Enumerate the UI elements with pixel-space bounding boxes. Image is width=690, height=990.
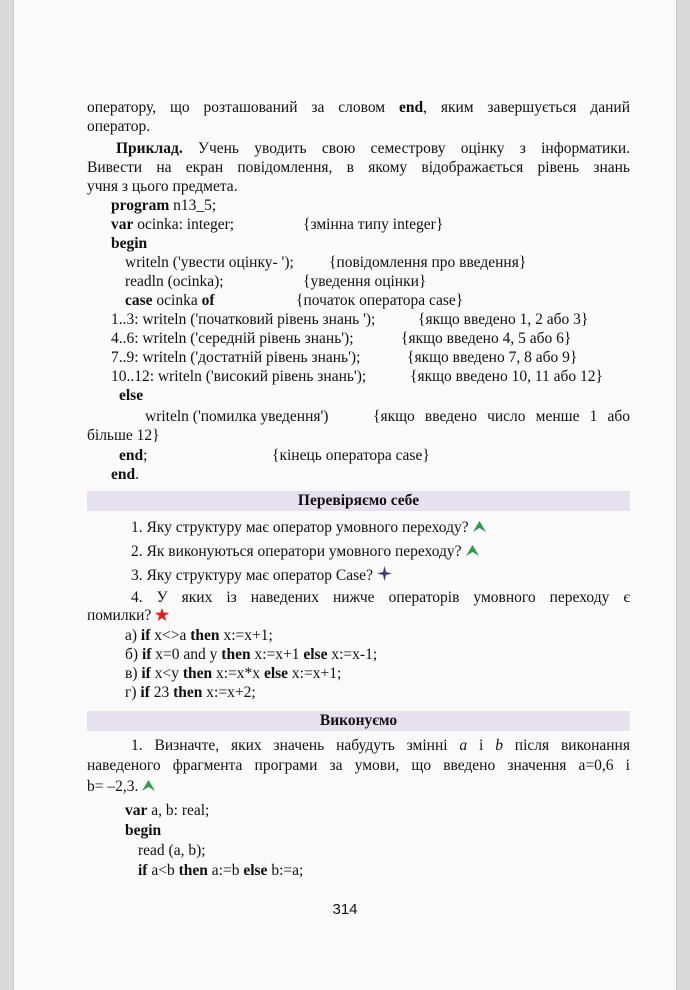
textbook-page bbox=[14, 0, 676, 990]
code-comment-readln: {уведення оцінки} bbox=[303, 273, 427, 290]
code2-line-var: var a, b: real; bbox=[125, 802, 210, 819]
code2-line-begin: begin bbox=[125, 822, 162, 839]
code2-line-if: if a<b then a:=b else b:=a; bbox=[138, 862, 304, 879]
option-prefix: г) bbox=[125, 684, 141, 701]
code-text: x:=x+1; bbox=[288, 665, 342, 682]
keyword: then bbox=[173, 684, 203, 701]
task-1-line-1: 1. Визначте, яких значень набудуть змінні a і b після виконання bbox=[131, 737, 630, 754]
code-comment-case-3: {якщо введено 7, 8 або 9} bbox=[407, 349, 578, 366]
task-1-line-2: наведеного фрагмента програми за умови, що введено значення a=0,6 і bbox=[87, 757, 630, 774]
task-1-line-3: b= –2,3. bbox=[87, 777, 155, 797]
star-icon bbox=[155, 607, 169, 626]
keyword: then bbox=[182, 665, 213, 682]
code-comment-error-cont: більше 12} bbox=[87, 427, 160, 444]
code-text: x:=x*x bbox=[212, 665, 264, 682]
code-comment-case-4: {якщо введено 10, 11 або 12} bbox=[410, 368, 603, 385]
code-comment-case-1: {якщо введено 1, 2 або 3} bbox=[418, 311, 589, 328]
code2-line-read: read (a, b); bbox=[138, 842, 206, 859]
option-c bbox=[125, 664, 341, 683]
code-comment-case-2: {якщо введено 4, 5 або 6} bbox=[401, 330, 572, 347]
code-line-case-2: 4..6: writeln ('середній рівень знань'); bbox=[111, 330, 354, 347]
option-prefix: а) bbox=[125, 627, 141, 644]
keyword: then bbox=[190, 627, 220, 644]
code-comment-error: {якщо введено число менше 1 або bbox=[373, 408, 630, 425]
intro-line-2: оператор. bbox=[87, 118, 151, 135]
question-4-line-1: 4. У яких із наведених нижче операторів умовного переходу є bbox=[131, 589, 630, 606]
four-point-star-icon bbox=[377, 566, 392, 586]
keyword: then bbox=[221, 646, 251, 663]
question-1: 1. Яку структуру має оператор умовного переходу? bbox=[131, 518, 486, 538]
code-text: x:=x+2; bbox=[202, 684, 256, 701]
option-prefix: в) bbox=[125, 665, 142, 682]
keyword: else bbox=[303, 646, 328, 663]
question-4-line-2: помилки? bbox=[87, 606, 169, 626]
arrow-level-icon bbox=[466, 543, 479, 562]
keyword: if bbox=[141, 646, 152, 663]
code-line-writeln-error: writeln ('помилка уведення') bbox=[145, 408, 329, 425]
variable-b: b bbox=[495, 737, 503, 754]
question-3: 3. Яку структуру має оператор Case? bbox=[131, 566, 392, 586]
option-b bbox=[125, 645, 377, 664]
code-text: x:=x+1; bbox=[219, 627, 273, 644]
option-d bbox=[125, 683, 256, 702]
code-text: x=0 and y bbox=[151, 646, 222, 663]
question-2: 2. Як виконуються оператори умовного переходу? bbox=[131, 542, 479, 562]
code-line-end-case: end; bbox=[119, 447, 148, 464]
code-comment-end-case: {кінець оператора case} bbox=[272, 447, 430, 464]
code-comment-case: {початок оператора case} bbox=[296, 292, 464, 309]
code-line-begin: begin bbox=[111, 235, 148, 252]
page-number: 314 bbox=[332, 901, 358, 918]
code-line-case-4: 10..12: writeln ('високий рівень знань'); bbox=[111, 368, 367, 385]
code-text: x:=x-1; bbox=[327, 646, 378, 663]
option-a bbox=[125, 626, 273, 645]
keyword: if bbox=[140, 684, 150, 701]
code-line-case: case ocinka of bbox=[125, 292, 215, 309]
code-comment-var: {змінна типу integer} bbox=[303, 216, 444, 233]
keyword: else bbox=[263, 665, 289, 682]
keyword: if bbox=[140, 627, 151, 644]
code-text: 23 bbox=[149, 684, 174, 701]
code-line-end: end. bbox=[111, 466, 139, 483]
code-text: x<y bbox=[150, 665, 183, 682]
example-line-1: Приклад. Учень уводить свою семестрову оцінку з інформатики. bbox=[116, 140, 630, 157]
code-line-program: program n13_5; bbox=[111, 197, 217, 214]
intro-line-1: оператору, що розташований за словом end, яким завершується даний bbox=[87, 99, 630, 116]
code-line-else: else bbox=[119, 387, 144, 404]
section-header-check-yourself: Перевіряємо себе bbox=[87, 491, 630, 511]
example-line-3: учня з цього предмета. bbox=[87, 178, 238, 195]
option-prefix: б) bbox=[125, 646, 142, 663]
code-line-var: var ocinka: integer; bbox=[111, 216, 235, 233]
code-line-case-1: 1..3: writeln ('початковий рівень знань '); bbox=[111, 311, 376, 328]
code-text: x:=x+1 bbox=[250, 646, 304, 663]
arrow-level-icon bbox=[473, 519, 486, 538]
section-header-do-it: Виконуємо bbox=[87, 711, 630, 731]
arrow-level-icon bbox=[142, 778, 155, 797]
code-line-case-3: 7..9: writeln ('достатній рівень знань'); bbox=[111, 349, 361, 366]
code-text: x<>a bbox=[150, 627, 191, 644]
keyword: if bbox=[141, 665, 151, 682]
code-line-writeln-prompt: writeln ('увести оцінку- '); bbox=[125, 254, 294, 271]
example-line-2: Вивести на екран повідомлення, в якому відображається рівень знань bbox=[87, 159, 630, 176]
code-comment-prompt: {повідомлення про введення} bbox=[329, 254, 527, 271]
variable-a: a bbox=[459, 737, 468, 754]
code-line-readln: readln (ocinka); bbox=[125, 273, 224, 290]
